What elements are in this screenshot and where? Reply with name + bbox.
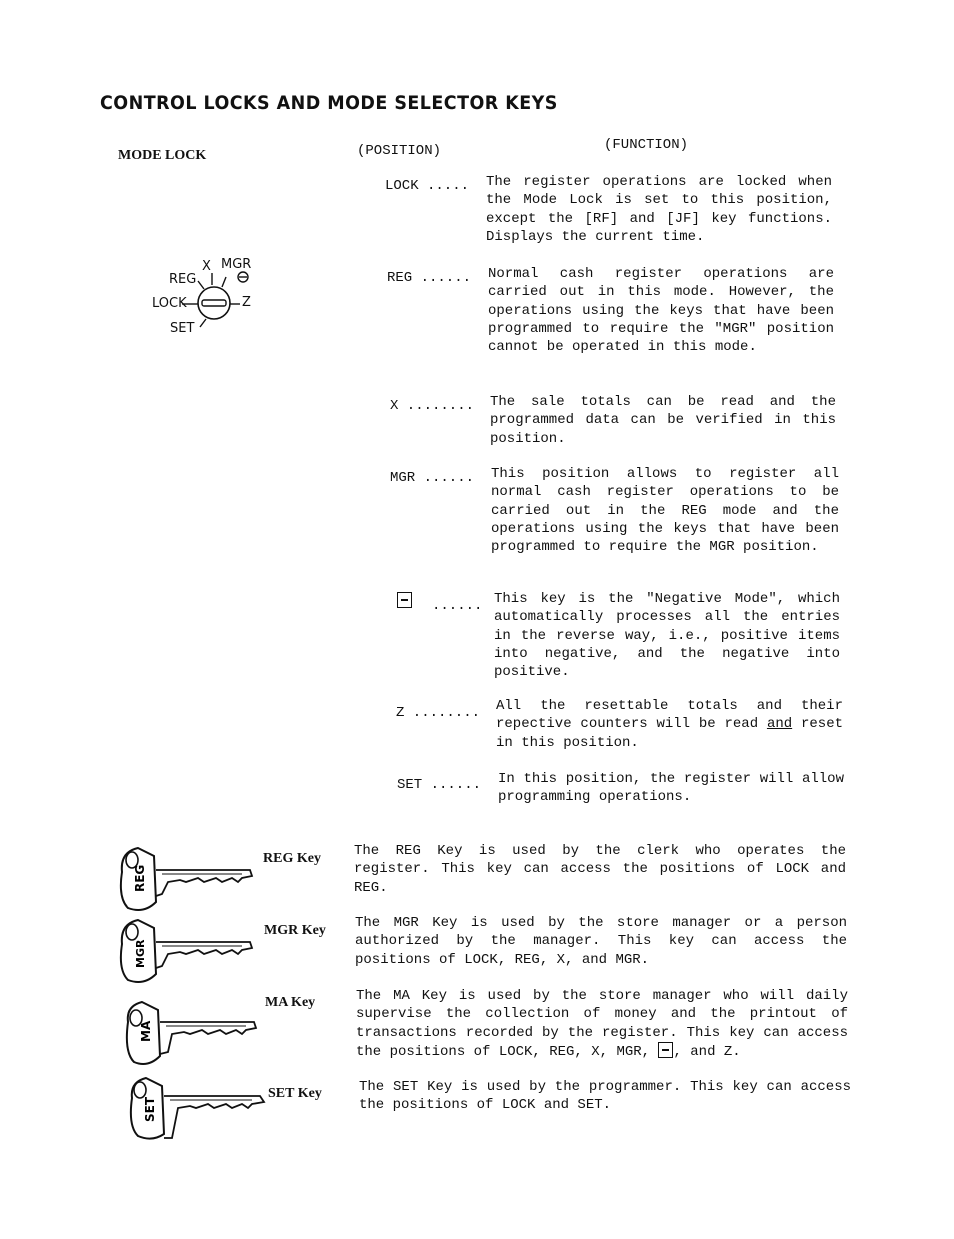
dial-label-lock: LOCK: [152, 296, 187, 311]
dial-label-z: Z: [242, 295, 251, 310]
position-function-z: All the resettable totals and their repective counters will be read and reset in this position.: [496, 698, 843, 751]
function-column-header: (FUNCTION): [604, 137, 689, 153]
dial-label-reg: REG: [169, 272, 197, 287]
ma-key-description: The MA Key is used by the store manager who will daily supervise the collection of money and the printout of transactions recorded by the register. This key can access the positions of LOCK, REG, X, MGR, , and Z.: [356, 988, 848, 1060]
position-label-set: SET ......: [397, 777, 482, 793]
reg-key-tag: REG: [133, 864, 147, 892]
mgr-key-label: MGR Key: [264, 923, 326, 938]
set-key-tag: SET: [143, 1096, 157, 1122]
position-function-mgr: This position allows to register all normal cash register operations to be carried out in the REG mode and the operations using the keys that have been programmed to require the MGR position.: [491, 466, 839, 556]
page-title: CONTROL LOCKS AND MODE SELECTOR KEYS: [100, 92, 558, 114]
ma-key-icon: [118, 996, 268, 1076]
position-label-z: Z ........: [396, 705, 481, 721]
reg-key-icon: [114, 842, 264, 922]
position-label-mgr: MGR ......: [390, 470, 475, 486]
dial-label-mgr: MGR: [221, 257, 252, 272]
position-function-reg: Normal cash register operations are carried out in this mode. However, the operations using the keys that have been programmed to require the "MGR" position cannot be operated in this mode.: [488, 266, 834, 356]
position-function-lock: The register operations are locked when the Mode Lock is set to this position, except the [RF] and [JF] key functions. Displays the current time.: [486, 174, 832, 245]
mgr-key-description: The MGR Key is used by the store manager or a person authorized by the manager. This key can access the positions of LOCK, REG, X, and MGR.: [355, 915, 847, 968]
reg-key-description: The REG Key is used by the clerk who operates the register. This key can access the positions of LOCK and REG.: [354, 843, 846, 896]
mode-lock-heading: MODE LOCK: [118, 148, 207, 163]
dial-label-x: X: [202, 259, 211, 274]
mgr-key-icon: [114, 914, 264, 994]
position-label-negative: ......: [432, 598, 483, 614]
dial-label-set: SET: [170, 321, 195, 336]
mode-lock-dial-diagram: [140, 255, 270, 345]
set-key-label: SET Key: [268, 1086, 322, 1101]
set-key-description: The SET Key is used by the programmer. This key can access the positions of LOCK and SET.: [359, 1079, 851, 1114]
ma-key-label: MA Key: [265, 995, 316, 1010]
set-key-icon: [124, 1072, 274, 1152]
ma-key-tag: MA: [139, 1020, 153, 1042]
position-function-x: The sale totals can be read and the programmed data can be verified in this position.: [490, 394, 836, 447]
mgr-key-tag: MGR: [134, 939, 147, 968]
position-column-header: (POSITION): [357, 143, 442, 159]
position-function-set: In this position, the register will allow programming operations.: [498, 771, 844, 806]
position-function-negative: This key is the "Negative Mode", which automatically processes all the entries in the reverse way, i.e., positive items into negative, and the negative into positive.: [494, 591, 840, 681]
negative-mode-key-icon-inline: [658, 1042, 673, 1058]
reg-key-label: REG Key: [263, 851, 321, 866]
position-label-lock: LOCK .....: [385, 178, 470, 194]
position-label-reg: REG ......: [387, 270, 472, 286]
position-label-x: X ........: [390, 398, 475, 414]
negative-mode-key-icon: [397, 592, 415, 614]
